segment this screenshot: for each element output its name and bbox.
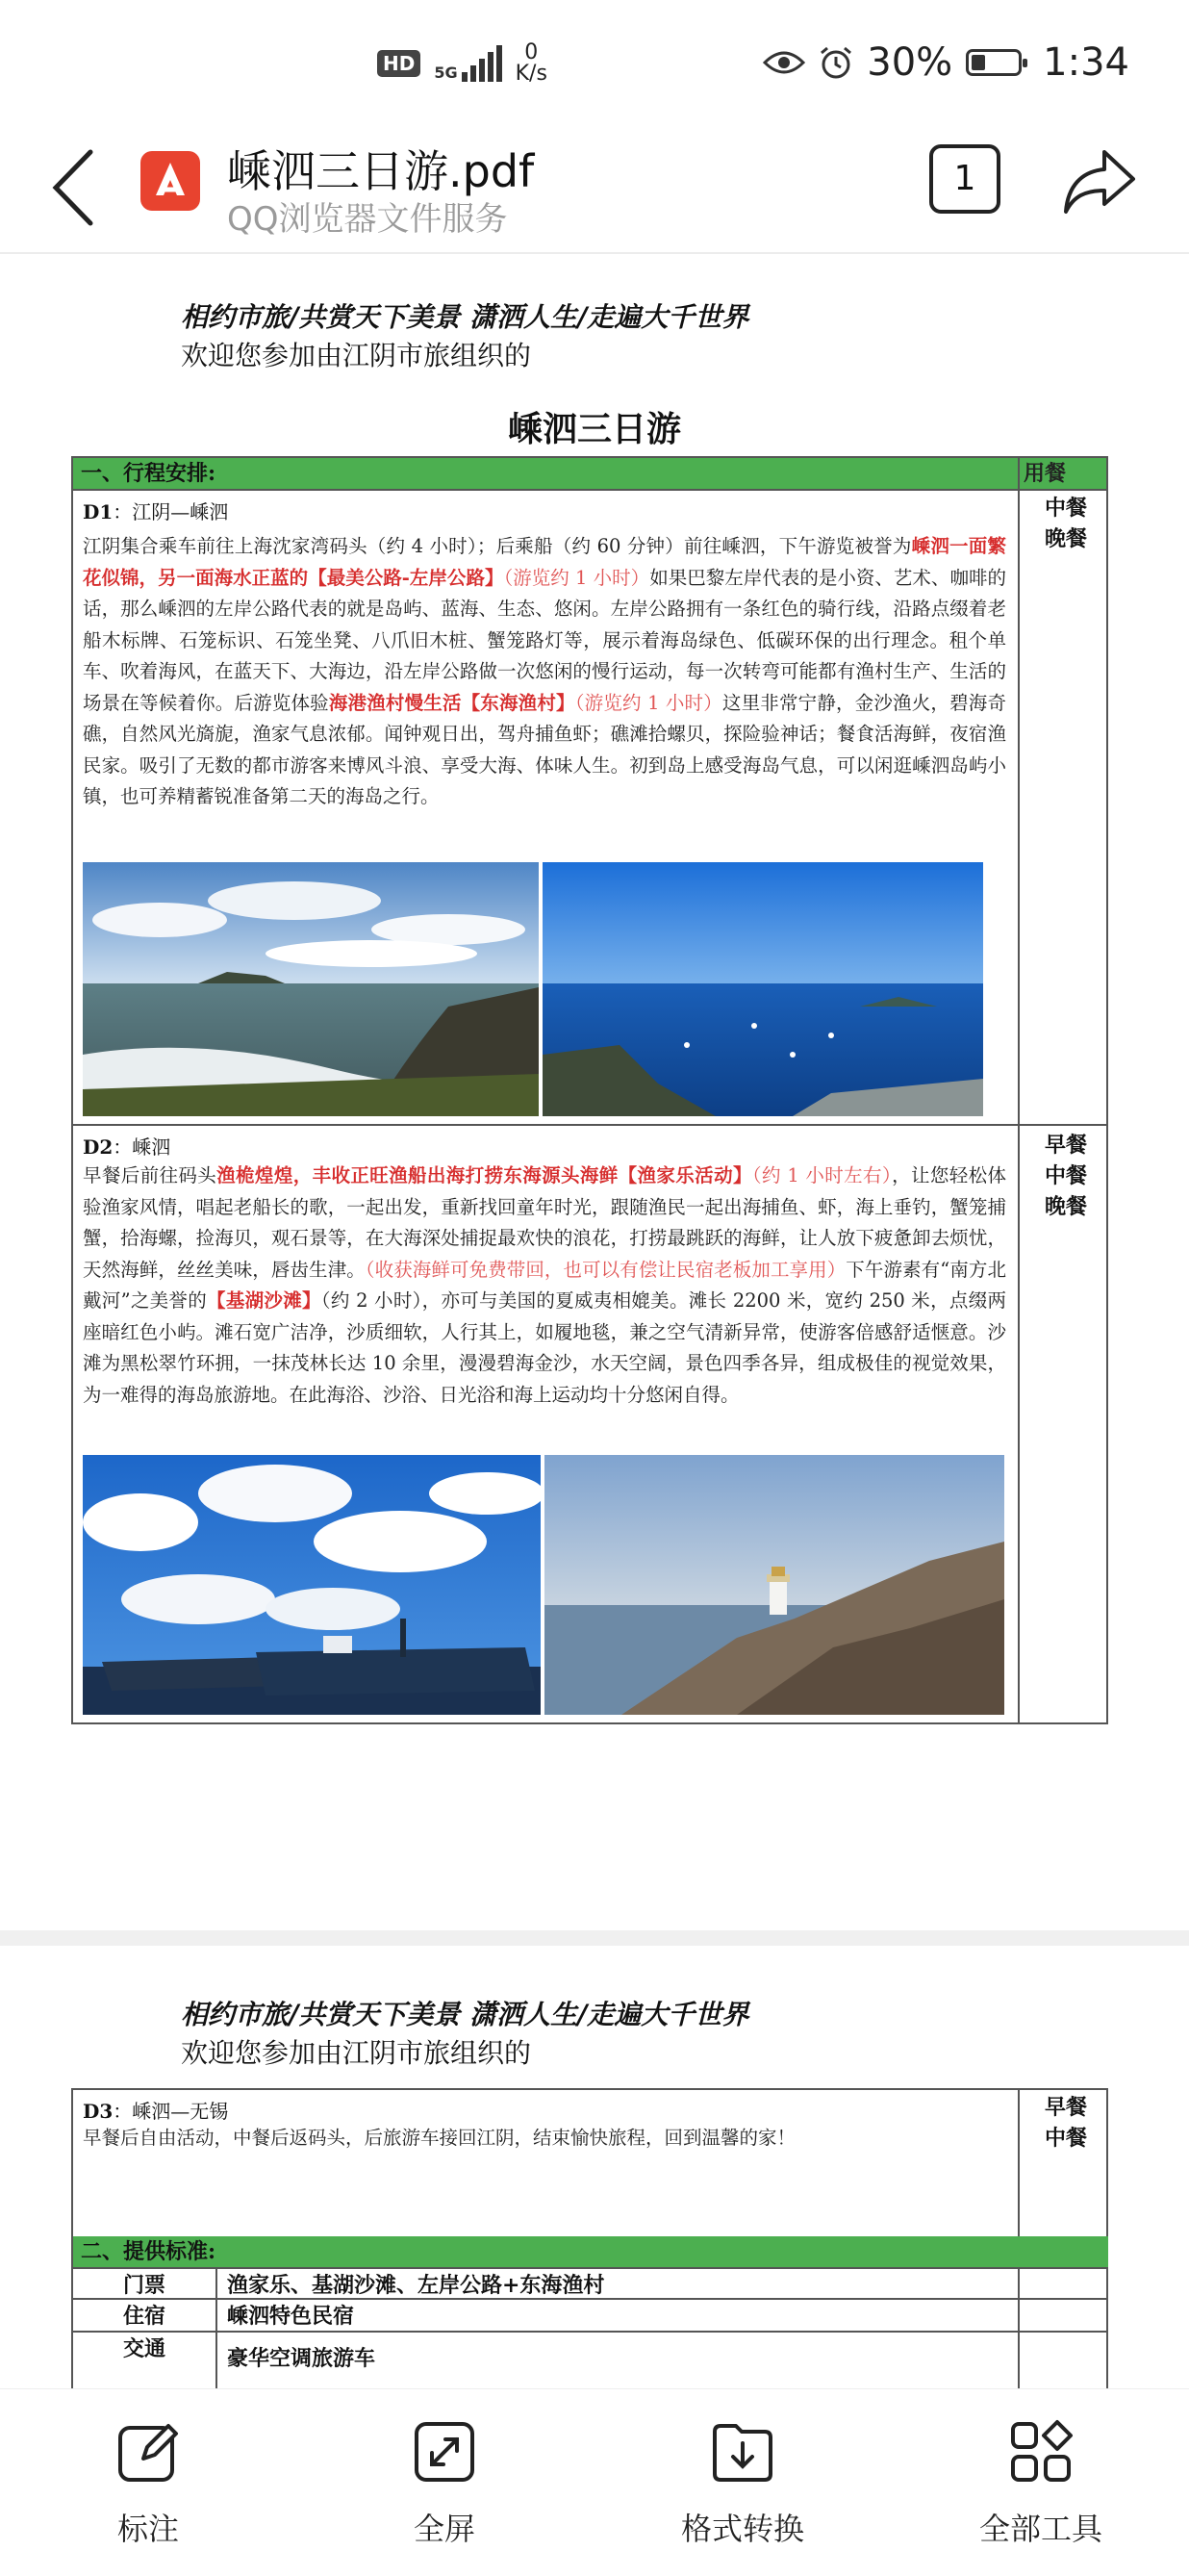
page2-table bbox=[71, 2088, 1108, 2388]
day2-meals: 早餐 中餐 晚餐 bbox=[1044, 1133, 1087, 1219]
day3-label: D3：嵊泗—无锡 bbox=[83, 2100, 229, 2123]
page2-slogan: 相约市旅/共赏天下美景 潇洒人生/走遍大千世界 bbox=[181, 1999, 749, 2030]
day2-photo-boats bbox=[83, 1455, 541, 1715]
section-title: 一、行程安排: bbox=[81, 461, 216, 486]
battery-icon bbox=[966, 49, 1022, 76]
clock: 1:34 bbox=[1043, 40, 1129, 85]
standards-header-row bbox=[73, 2236, 1108, 2267]
all-tools-button[interactable] bbox=[945, 2418, 1137, 2549]
day2-description: 早餐后前往码头渔桅煌煌，丰收正旺渔船出海打捞东海源头海鲜【渔家乐活动】（约 1 小时左右），让您轻松体验渔家风情，唱起老船长的歌，一起出发，重新找回童年时光，跟随渔民一起出海捕鱼、虾，海上垂钓，蟹笼捕蟹，拾海螺，捡海贝，观石景等，在大海深处捕捉最欢快的浪花，打捞最跳跃的海鲜，让人放下疲惫卸去烦忧，天然海鲜，丝丝美味，唇齿生津。（收获海鲜可免费带回，也可以有偿让民宿老板加工享用）下午游素有“南方北戴河”之美誉的【基湖沙滩】（约 2 小时），亦可与美国的夏威夷相媲美。滩长 2200 米，宽约 250 米，点缀两座暗红色小屿。滩石宽广洁净，沙质细软，人行其上，如履地毯，兼之空气清新异常，使游客倍感舒适惬意。沙滩为黑松翠竹环拥，一抹茂林长达 10 余里，漫漫碧海金沙，水天空阔，景色四季各异，组成极佳的视觉效果，为一难得的海岛旅游地。在此海浴、沙浴、日光浴和海上运动均十分悠闲自得。 bbox=[83, 1164, 1006, 1406]
hd-icon: HD bbox=[377, 50, 420, 77]
day1-label: D1：江阴—嵊泗 bbox=[83, 500, 229, 523]
day1-meals: 中餐 晚餐 bbox=[1044, 496, 1087, 551]
page-slogan: 相约市旅/共赏天下美景 潇洒人生/走遍大千世界 bbox=[181, 301, 749, 333]
standard-label-tickets: 门票 bbox=[122, 2273, 165, 2298]
all-tools-icon bbox=[1007, 2418, 1075, 2486]
page-count-button[interactable]: 1 bbox=[929, 144, 1000, 214]
itinerary-table bbox=[71, 456, 1108, 1724]
day1-photo-harbor bbox=[543, 862, 983, 1116]
day1-photo-coast bbox=[83, 862, 539, 1116]
status-bar bbox=[0, 0, 1189, 135]
header-divider bbox=[0, 252, 1189, 254]
fullscreen-icon bbox=[411, 2418, 478, 2486]
section2-title: 二、提供标准: bbox=[81, 2239, 216, 2264]
alarm-icon bbox=[819, 45, 853, 80]
day1-description: 江阴集合乘车前往上海沈家湾码头（约 4 小时）；后乘船（约 60 分钟）前往嵊泗，下午游览被誉为嵊泗一面繁花似锦，另一面海水正蓝的【最美公路-左岸公路】（游览约 1 小时）如果巴黎左岸代表的是小资、艺术、咖啡的话，那么嵊泗的左岸公路代表的就是岛屿、蓝海、生态、悠闲。左岸公路拥有一条红色的骑行线，沿路点缀着老船木标牌、石笼标识、石笼坐凳、八爪旧木桩、蟹笼路灯等，展示着海岛绿色、低碳环保的出行理念。租个单车、吹着海风，在蓝天下、大海边，沿左岸公路做一次悠闲的慢行运动，每一次转弯可能都有渔村生产、生活的场景在等候着你。后游览体验海港渔村慢生活【东海渔村】（游览约 1 小时）这里非常宁静，金沙渔火，碧海奇礁，自然风光旖旎，渔家气息浓郁。闻钟观日出，驾舟捕鱼虾；礁滩拾螺贝，探险验神话；餐食活海鲜，夜宿渔民家。吸引了无数的都市游客来博风斗浪、享受大海、体味人生。初到岛上感受海岛气息，可以闲逛嵊泗岛屿小镇，也可养精蓄锐准备第二天的海岛之行。 bbox=[83, 535, 1006, 807]
fullscreen-label: 全屏 bbox=[413, 2511, 475, 2547]
document-title: 嵊泗三日游.pdf bbox=[227, 145, 535, 197]
share-icon[interactable] bbox=[1062, 144, 1137, 219]
standard-value-lodging: 嵊泗特色民宿 bbox=[227, 2304, 355, 2329]
page-welcome: 欢迎您参加由江阴市旅组织的 bbox=[181, 340, 532, 371]
network-speed: 0 K/s bbox=[515, 40, 547, 86]
day3-meals: 早餐 中餐 bbox=[1044, 2095, 1087, 2151]
convert-folder-icon bbox=[709, 2418, 776, 2486]
network-type: 5G bbox=[434, 64, 458, 82]
itinerary-header-row bbox=[73, 458, 1106, 489]
standard-label-lodging: 住宿 bbox=[122, 2304, 165, 2329]
annotate-button[interactable] bbox=[52, 2418, 244, 2549]
standard-value-transport: 豪华空调旅游车 bbox=[227, 2346, 376, 2371]
bottom-toolbar bbox=[0, 2388, 1189, 2576]
battery-percent: 30% bbox=[867, 40, 953, 85]
all-tools-label: 全部工具 bbox=[978, 2511, 1102, 2547]
fullscreen-button[interactable] bbox=[348, 2418, 541, 2549]
edit-icon bbox=[114, 2418, 182, 2486]
trip-title: 嵊泗三日游 bbox=[507, 409, 681, 449]
day2-photo-lighthouse bbox=[544, 1455, 1004, 1715]
format-convert-label: 格式转换 bbox=[680, 2511, 804, 2547]
standard-value-tickets: 渔家乐、基湖沙滩、左岸公路+东海渔村 bbox=[227, 2273, 605, 2298]
eye-icon bbox=[763, 48, 805, 77]
document-source: QQ浏览器文件服务 bbox=[227, 200, 508, 239]
format-convert-button[interactable] bbox=[646, 2418, 839, 2549]
signal-icon bbox=[434, 45, 501, 82]
day2-label: D2：嵊泗 bbox=[83, 1135, 171, 1159]
annotate-label: 标注 bbox=[116, 2511, 179, 2547]
page-gap bbox=[0, 1930, 1189, 1946]
standard-label-transport: 交通 bbox=[122, 2336, 165, 2361]
pdf-app-icon bbox=[140, 151, 200, 211]
back-arrow-icon[interactable] bbox=[44, 144, 102, 231]
day3-description: 早餐后自由活动，中餐后返码头，后旅游车接回江阴，结束愉快旅程，回到温馨的家！ bbox=[83, 2127, 797, 2149]
title-bar bbox=[0, 135, 1189, 250]
page2-welcome: 欢迎您参加由江阴市旅组织的 bbox=[181, 2037, 532, 2069]
meal-column-header: 用餐 bbox=[1024, 461, 1067, 486]
